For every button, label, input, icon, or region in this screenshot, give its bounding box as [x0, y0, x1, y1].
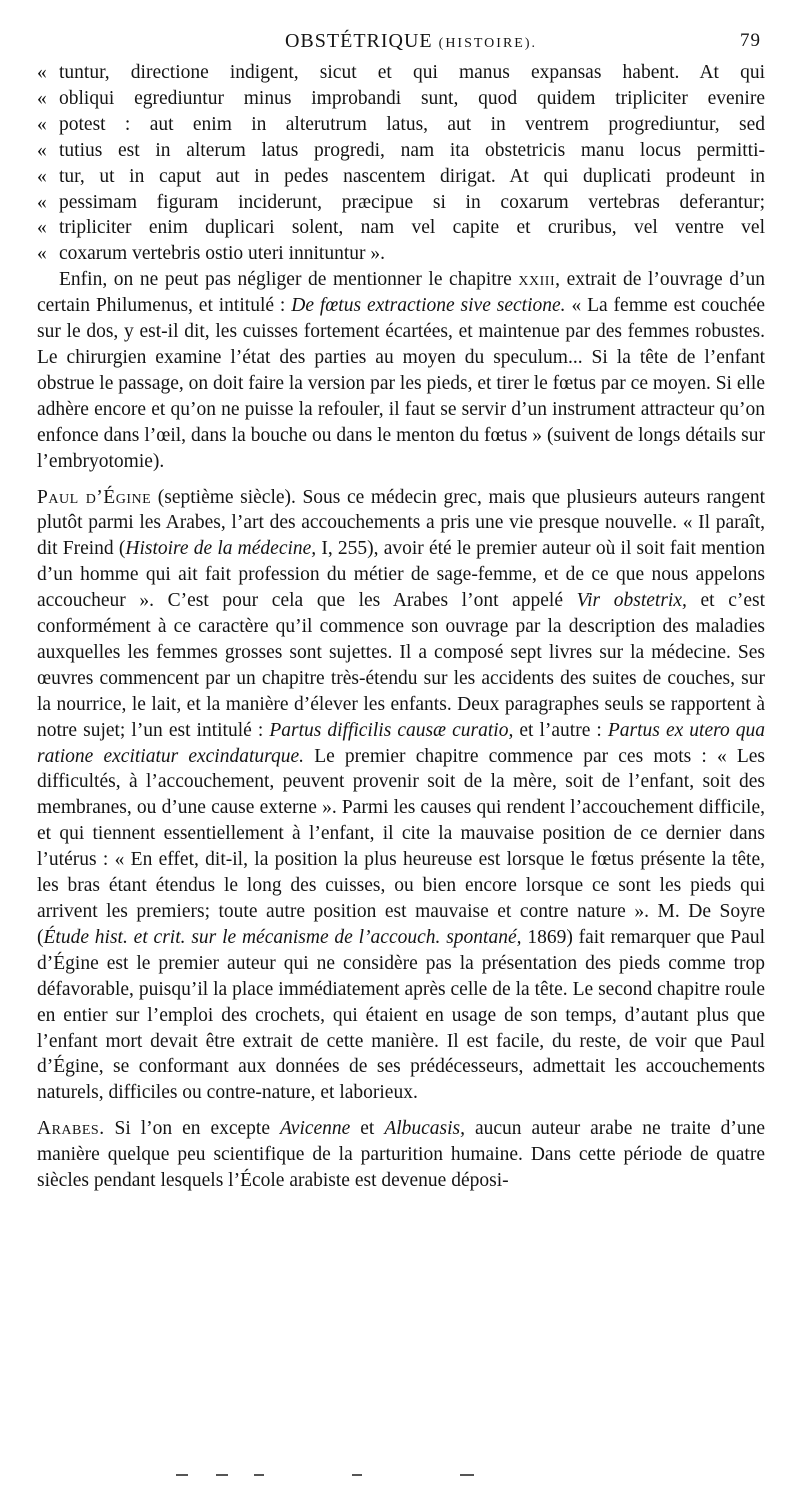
- header-title: [285, 30, 537, 53]
- running-header: [37, 30, 765, 60]
- quote-mark: «: [37, 165, 47, 187]
- quote-mark: «: [37, 87, 47, 109]
- quote-line: « pessimam figuram inciderunt, præcipue si in coxarum vertebras deferantur;: [37, 190, 765, 216]
- author-name: Avicenne: [279, 1118, 351, 1140]
- paragraph-philumenus: Enfin, on ne peut pas négliger de mentionner le chapitre xxiii, extrait de l’ouvrage d’un certain Philumenus, et intitulé : De fœtus extractione sive sectione. « La femme est couchée sur le dos, y est-il dit, les cuisses fortement écartées, et maintenue par des femmes robustes. Le chirurgien examine l’état des parties au moyen du speculum... Si la tête de l’enfant obstrue le passage, on doit faire la version par les pieds, et tirer le fœtus par ce moyen. Si elle adhère encore et qu’on ne puisse la refouler, il faut se servir d’un instrument attracteur qu’on enfonce dans l’œil, dans la bouche ou dans le menton du fœtus » (suivent de longs détails sur l’embryotomie).: [37, 269, 766, 472]
- quote-line: « tutius est in alterum latus progredi, nam ita obstetricis manu locus permitti-: [37, 138, 765, 164]
- bottom-print-marks: [176, 1474, 476, 1480]
- work-title: Histoire de la médecine,: [125, 538, 317, 560]
- quote-mark: «: [37, 243, 47, 265]
- quote-line: « potest : aut enim in alterutrum latus, aut in ventrem progrediuntur, sed: [37, 112, 765, 138]
- print-mark: [352, 1474, 362, 1476]
- page-number: 79: [740, 30, 761, 51]
- quote-mark: «: [37, 217, 47, 239]
- quote-line: « tuntur, directione indigent, sicut et qui manus expansas habent. At qui: [37, 60, 765, 86]
- quote-mark: «: [37, 139, 47, 161]
- work-title: De fœtus extractione sive sectione.: [291, 295, 566, 317]
- quote-mark: «: [37, 113, 47, 135]
- author-name: Albucasis,: [384, 1118, 466, 1140]
- latin-quote-block: [37, 60, 765, 267]
- quote-mark: «: [37, 191, 47, 213]
- print-mark: [216, 1474, 228, 1476]
- header-title-text: OBSTÉTRIQUE: [284, 30, 433, 52]
- quote-line: « obliqui egrediuntur minus improbandi sunt, quod quidem tripliciter evenire: [37, 86, 765, 112]
- print-mark: [176, 1474, 188, 1476]
- quote-line: « tur, ut in caput aut in pedes nascentem dirigat. At qui duplicati prodeunt in: [37, 164, 765, 190]
- quote-line: « coxarum vertebris ostio uteri innituntur ».: [37, 241, 765, 267]
- author-heading: Paul d’Égine: [37, 486, 152, 508]
- print-mark: [254, 1474, 264, 1476]
- work-title: Partus ex utero qua ratione excitiatur excindaturque.: [37, 719, 766, 767]
- print-mark: [460, 1474, 474, 1476]
- quote-line: « tripliciter enim duplicari solent, nam vel capite et cruribus, vel ventre vel: [37, 215, 765, 241]
- book-page: [37, 30, 765, 1194]
- chapter-numeral: xxiii: [518, 269, 556, 291]
- author-heading: Arabes.: [37, 1118, 105, 1140]
- italic-term: Vir obstetrix,: [576, 590, 687, 612]
- work-title: Partus difficilis causæ curatio,: [269, 719, 514, 741]
- work-title: Étude hist. et crit. sur le mécanisme de l’accouch. spontané,: [43, 926, 522, 948]
- header-section: (HISTOIRE).: [438, 36, 537, 51]
- paragraph-arabes: Arabes. Si l’on en excepte Avicenne et Albucasis, aucun auteur arabe ne traite d’une manière quelque peu scientifique de la parturition humaine. Dans cette période de quatre siècles pendant lesquels l’École arabiste est devenue déposi-: [37, 1118, 766, 1192]
- paragraph-paul-degine: Paul d’Égine (septième siècle). Sous ce médecin grec, mais que plusieurs auteurs rangent plutôt parmi les Arabes, l’art des accouchements a pris une vie presque nouvelle. « Il paraît, dit Freind (Histoire de la médecine, I, 255), avoir été le premier auteur où il soit fait mention d’un homme qui ait fait profession du métier de sage-femme, et de ce que nous appelons accoucheur ». C’est pour cela que les Arabes l’ont appelé Vir obstetrix, et c’est conformément à ce caractère qu’il commence son ouvrage par la description des maladies auxquelles les femmes grosses sont sujettes. Il a composé sept livres sur la médecine. Ses œuvres commencent par un chapitre très-étendu sur les accidents des suites de couches, sur la nourrice, le lait, et la manière d’élever les enfants. Deux paragraphes seuls se rapportent à notre sujet; l’un est intitulé : Partus difficilis causæ curatio, et l’autre : Partus ex utero qua ratione excitiatur excindaturque. Le premier chapitre commence par ces mots : « Les difficultés, à l’accouchement, peuvent provenir soit de la mère, soit de l’enfant, soit des membranes, ou d’une cause externe ». Parmi les causes qui rendent l’accouchement difficile, et qui tiennent essentiellement à l’enfant, il cite la mauvaise position de ce dernier dans l’utérus : « En effet, dit-il, la position la plus heureuse est lorsque le fœtus présente la tête, les bras étant étendus le long des cuisses, ou bien encore lorsque ce sont les pieds qui arrivent les premiers; toute autre position est mauvaise et contre nature ». M. De Soyre (Étude hist. et crit. sur le mécanisme de l’accouch. spontané, 1869) fait remarquer que Paul d’Égine est le premier auteur qui ne considère pas la présentation des pieds comme trop défavorable, puisqu’il la place immédiatement après celle de la tête. Le second chapitre roule en entier sur l’emploi des crochets, qui étaient en usage de son temps, d’autant plus que l’enfant mort devait être extrait de cette manière. Il est facile, du reste, de voir que Paul d’Égine, se conformant aux données de ses prédécesseurs, admettait les accouchements naturels, difficiles ou contre-nature, et laborieux.: [37, 486, 766, 1104]
- quote-mark: «: [37, 62, 47, 83]
